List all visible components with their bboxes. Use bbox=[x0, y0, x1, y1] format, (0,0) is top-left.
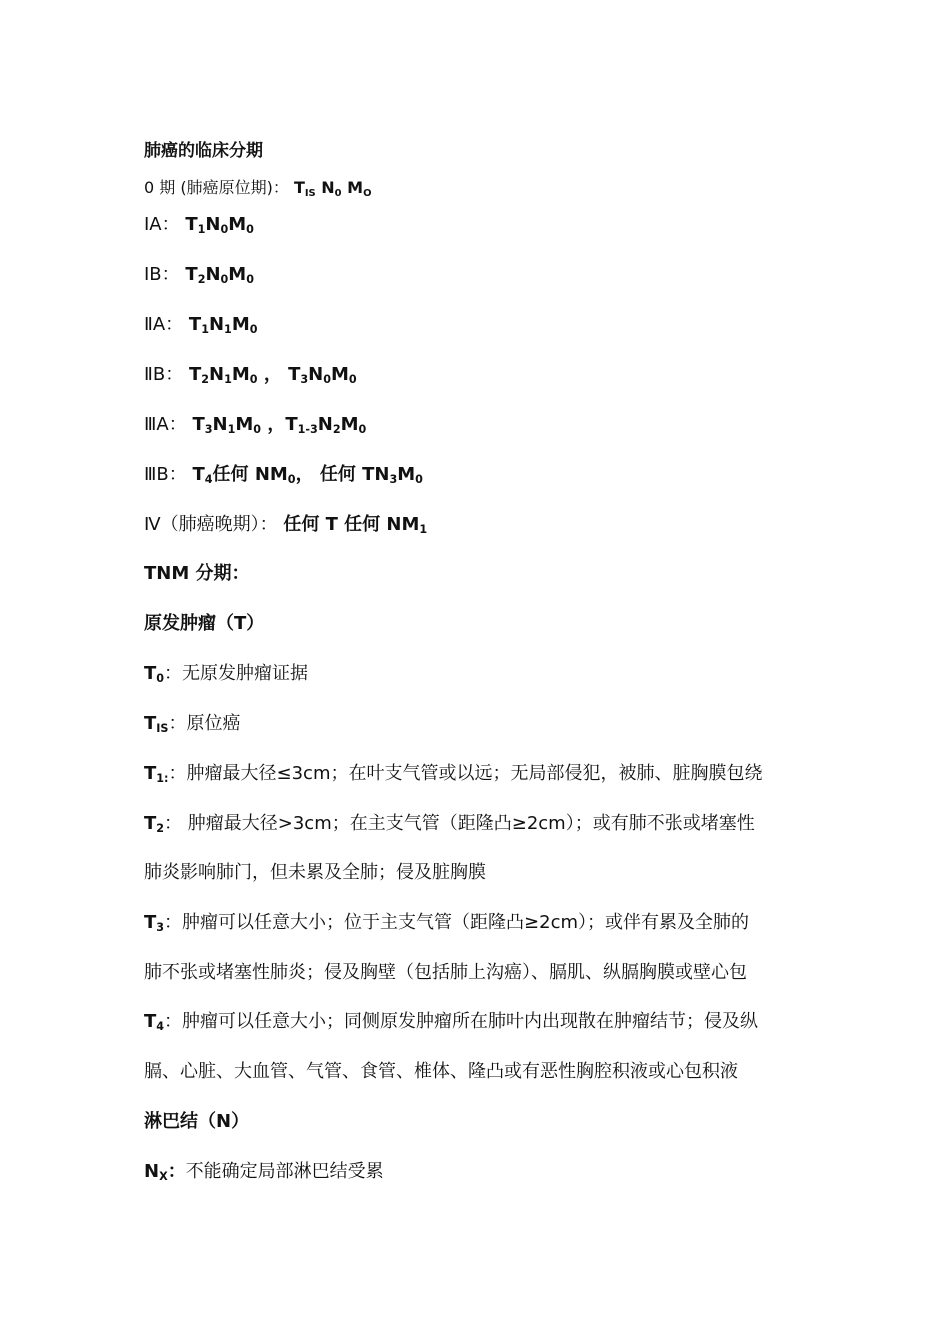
stage-formula: $T_1N_1M_0$ bbox=[188, 314, 258, 337]
stage-formula: $T_{IS}$ $N_0$ $M_O$ bbox=[293, 178, 372, 199]
stage-2b bbox=[144, 363, 357, 387]
t-symbol: $T_2$ bbox=[144, 813, 165, 836]
tnm-heading bbox=[144, 562, 250, 586]
n-description: 不能确定局部淋巴结受累 bbox=[185, 1161, 384, 1182]
t-description: ：无原发肿瘤证据 bbox=[164, 663, 309, 684]
t4-entry-continued bbox=[144, 1060, 738, 1084]
t0-entry bbox=[144, 662, 308, 686]
stage-label: 0 期 (肺癌原位期)： bbox=[144, 178, 289, 197]
t-description: ： 肿瘤最大径>3cm；在主支气管（距隆凸≥2cm）；或有肺不张或堵塞性 bbox=[164, 813, 755, 834]
t-description: ：肿瘤可以任意大小；同侧原发肿瘤所在肺叶内出现散在肿瘤结节；侵及纵 bbox=[164, 1011, 759, 1032]
stage-label: ⅠB： bbox=[144, 264, 180, 285]
nx-entry bbox=[144, 1160, 384, 1184]
t-description-continued: 膈、心脏、大血管、气管、食管、椎体、隆凸或有恶性胸腔积液或心包积液 bbox=[144, 1061, 738, 1082]
stage-formula: $T_2N_1M_0$ ， $T_3N_0M_0$ bbox=[188, 364, 357, 387]
lymph-node-heading bbox=[144, 1110, 249, 1134]
stage-1a bbox=[144, 213, 254, 237]
t2-entry-continued bbox=[144, 861, 486, 885]
t3-entry bbox=[144, 911, 749, 935]
doc-title bbox=[144, 139, 263, 163]
stage-label: ⅡB： bbox=[144, 364, 184, 385]
lymph-node-heading-text: 淋巴结（N） bbox=[144, 1111, 250, 1132]
stage-label: ⅠA： bbox=[144, 214, 180, 235]
stage-1b bbox=[144, 263, 254, 287]
primary-tumor-heading-text: 原发肿瘤（T） bbox=[144, 613, 265, 634]
t-description-continued: 肺炎影响肺门，但未累及全肺；侵及脏胸膜 bbox=[144, 862, 486, 883]
stage-4 bbox=[144, 513, 427, 537]
stage-2a bbox=[144, 313, 258, 337]
stage-3b bbox=[144, 463, 423, 487]
stage-label: ⅢB： bbox=[144, 464, 187, 485]
stage-label: ⅢA： bbox=[144, 414, 187, 435]
t-description: ：肿瘤最大径≤3cm；在叶支气管或以远；无局部侵犯，被肺、脏胸膜包绕 bbox=[168, 763, 763, 784]
t3-entry-continued bbox=[144, 961, 747, 985]
stage-label: Ⅳ（肺癌晚期）： bbox=[144, 514, 278, 535]
t-description-continued: 肺不张或堵塞性肺炎；侵及胸壁（包括肺上沟癌）、膈肌、纵膈胸膜或壁心包 bbox=[144, 962, 747, 983]
t-symbol: $T_0$ bbox=[144, 663, 165, 686]
t4-entry bbox=[144, 1010, 758, 1034]
stage-formula: $T_3N_1M_0$ ，$T_{1-3}N_2M_0$ bbox=[192, 414, 367, 437]
t-symbol: $T_4$ bbox=[144, 1011, 165, 1034]
primary-tumor-heading bbox=[144, 612, 264, 636]
t-symbol: $T_{IS}$ bbox=[144, 713, 169, 736]
stage-3a bbox=[144, 413, 366, 437]
t-symbol: $T_3$ bbox=[144, 912, 165, 935]
t2-entry bbox=[144, 812, 755, 836]
doc-title-text: 肺癌的临床分期 bbox=[144, 141, 263, 161]
stage-formula: $T_2N_0M_0$ bbox=[185, 264, 254, 287]
t1-entry bbox=[144, 762, 762, 786]
stage-label: ⅡA： bbox=[144, 314, 184, 335]
t-description: ：原位癌 bbox=[168, 713, 241, 734]
stage-formula: 任何 T 任何 $NM_1$ bbox=[283, 514, 428, 537]
n-symbol: $N_X$： bbox=[144, 1161, 186, 1184]
tis-entry bbox=[144, 712, 240, 736]
tnm-heading-text: TNM 分期： bbox=[144, 563, 250, 584]
stage-0 bbox=[144, 176, 371, 200]
t-description: ：肿瘤可以任意大小；位于主支气管（距隆凸≥2cm）；或伴有累及全肺的 bbox=[164, 912, 750, 933]
t-symbol: $T_{1:}$ bbox=[144, 763, 169, 786]
stage-formula: $T_1N_0M_0$ bbox=[185, 214, 254, 237]
stage-formula: $T_4$任何 $NM_0$， 任何 $TN_3M_0$ bbox=[192, 464, 423, 487]
